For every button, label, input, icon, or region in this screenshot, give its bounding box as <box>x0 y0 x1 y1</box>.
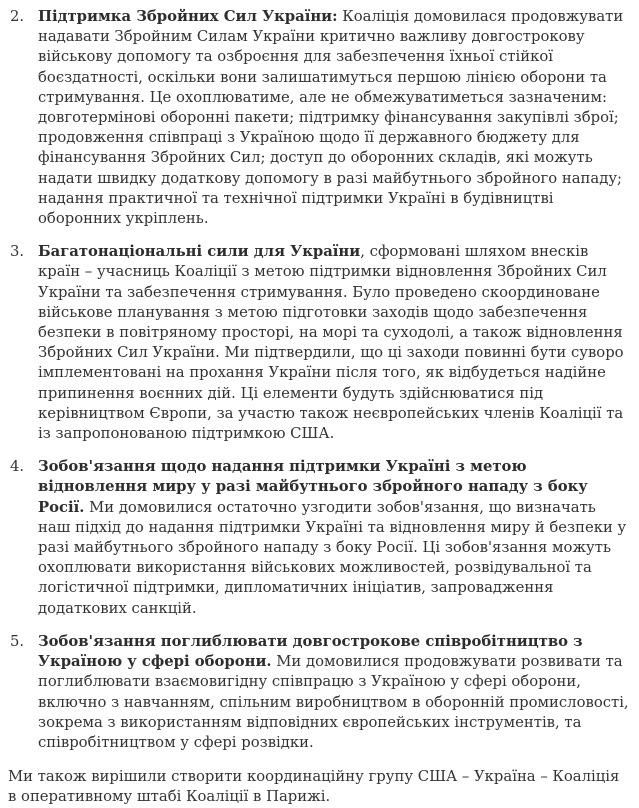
item-heading: Зобов'язання щодо надання підтримки Україні з метою відновлення миру у разі майбутнього збройного нападу з боку Росії. <box>38 458 588 516</box>
list-item-2 <box>10 7 631 229</box>
item-heading: Багатонаціональні сили для України <box>38 243 361 261</box>
list-number: 5. <box>10 632 25 650</box>
item-text: , сформовані шляхом внесків країн – учасниць Коаліції з метою підтримки відновлення Збройних Сил України та забезпечення стримування. Було проведено скоординоване військове планування з метою підготовки заходів щодо забезпечення безпеки в повітряному просторі, на морі та суходолі, а також відновлення Збройних Сил України. Ми підтвердили, що ці заходи повинні бути суворо імплементовані на прохання України після того, як відбудеться надійне припинення воєнних дій. Ці елементи будуть здійснюватися під керівництвом Європи, за участю також неєвропейських членів Коаліції та із запропонованою підтримкою США. <box>38 243 624 443</box>
item-heading: Підтримка Збройних Сил України: <box>38 8 338 25</box>
item-heading: Зобов'язання поглиблювати довгострокове співробітництво з Україною у сфері оборони. <box>38 632 583 671</box>
list-item-4 <box>10 457 631 619</box>
item-text: Ми домовилися продовжувати розвивати та поглиблювати взаємовигідну співпрацю з Україною у сфері оборони, включно з навчанням, спільним виробництвом в оборонній промисловості, зокрема з використанням відповідних європейських інструментів, та співробітництвом у сфері розвідки. <box>38 653 629 751</box>
list-number: 2. <box>10 8 25 25</box>
numbered-list <box>8 7 631 753</box>
list-number: 3. <box>10 243 25 261</box>
list-item-3 <box>10 242 631 444</box>
item-text: Коаліція домовилася продовжувати надавати Збройним Силам України критично важливу довгострокову військову допомогу та озброєння для забезпечення їхньої стійкої боєздатності, оскільки вони залишатимуться першою лінією оборони та стримування. Це охоплюватиме, але не обмежуватиметься зазначеним: довготермінові оборонні пакети; підтримку фінансування закупівлі зброї; продовження співпраці з Україною щодо її державного бюджету для фінансування Збройних Сил; доступ до оборонних складів, які можуть надати швидку додаткову допомогу в разі майбутнього збройного нападу; надання практичної та технічної підтримки Україні в будівництві оборонних укріплень. <box>38 8 624 228</box>
list-item-5 <box>10 632 631 753</box>
item-text: Ми домовилися остаточно узгодити зобов'язання, що визначать наш підхід до надання підтримки Україні та відновлення миру й безпеки у разі майбутнього збройного нападу з боку Росії. Ці зобов'язання можуть охоплювати використання військових можливостей, розвідувальної та логістичної підтримки, дипломатичних ініціатив, запровадження додаткових санкцій. <box>38 498 627 617</box>
list-number: 4. <box>10 458 25 476</box>
closing-paragraph: Ми також вирішили створити координаційну групу США – Україна – Коаліція в оперативному штабі Коаліції в Парижі. <box>8 768 620 806</box>
